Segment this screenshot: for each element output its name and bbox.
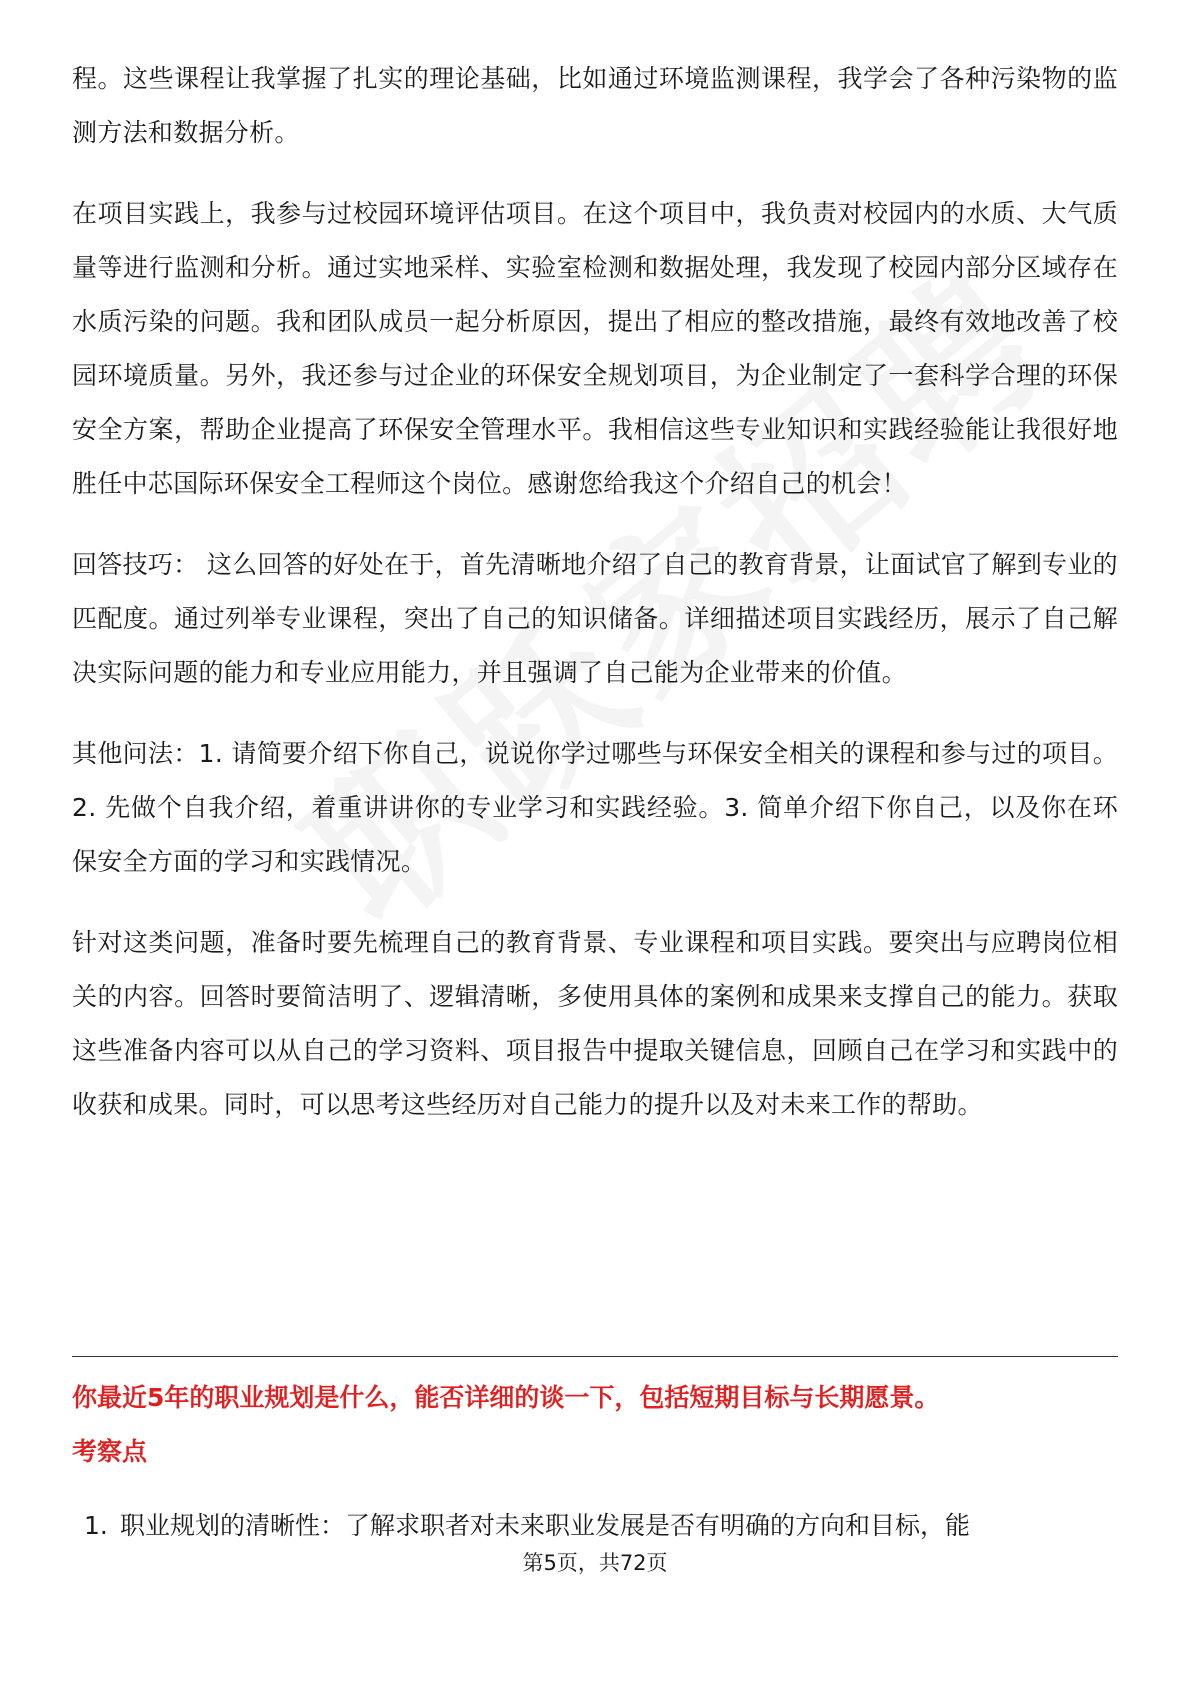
paragraph-other-questions: 其他问法：1. 请简要介绍下你自己，说说你学过哪些与环保安全相关的课程和参与过的项目。2. 先做个自我介绍，着重讲讲你的专业学习和实践经验。3. 简单介绍下你自己，以及你在环保安全方面的学习和实践情况。 (72, 739, 1118, 876)
document-body (72, 52, 1118, 1132)
section-divider (72, 1356, 1118, 1357)
paragraph-preparation-advice: 针对这类问题，准备时要先梳理自己的教育背景、专业课程和项目实践。要突出与应聘岗位相关的内容。回答时要简洁明了、逻辑清晰，多使用具体的案例和成果来支撑自己的能力。获取这些准备内容可以从自己的学习资料、项目报告中提取关键信息，回顾自己在学习和实践中的收获和成果。同时，可以思考这些经历对自己能力的提升以及对未来工作的帮助。 (72, 928, 1118, 1119)
section-heading: 考察点 (72, 1437, 148, 1466)
page-number: 第5页，共72页 (522, 1551, 668, 1575)
paragraph-course-summary: 程。这些课程让我掌握了扎实的理论基础，比如通过环境监测课程，我学会了各种污染物的监测方法和数据分析。 (72, 64, 1118, 147)
interview-question: 你最近5年的职业规划是什么，能否详细的谈一下，包括短期目标与长期愿景。 (72, 1383, 940, 1412)
list-item-number: 1. (84, 1511, 108, 1540)
list-item-text: 职业规划的清晰性：了解求职者对未来职业发展是否有明确的方向和目标，能 (120, 1511, 971, 1540)
paragraph-answer-tips: 回答技巧： 这么回答的好处在于，首先清晰地介绍了自己的教育背景，让面试官了解到专业的匹配度。通过列举专业课程，突出了自己的知识储备。详细描述项目实践经历，展示了自己解决实际问题的能力和专业应用能力，并且强调了自己能为企业带来的价值。 (72, 550, 1118, 687)
paragraph-project-practice: 在项目实践上，我参与过校园环境评估项目。在这个项目中，我负责对校园内的水质、大气质量等进行监测和分析。通过实地采样、实验室检测和数据处理，我发现了校园内部分区域存在水质污染的问题。我和团队成员一起分析原因，提出了相应的整改措施，最终有效地改善了校园环境质量。另外，我还参与过企业的环保安全规划项目，为企业制定了一套科学合理的环保安全方案，帮助企业提高了环保安全管理水平。我相信这些专业知识和实践经验能让我很好地胜任中芯国际环保安全工程师这个岗位。感谢您给我这个介绍自己的机会！ (72, 199, 1118, 498)
list-item (84, 1506, 1118, 1546)
